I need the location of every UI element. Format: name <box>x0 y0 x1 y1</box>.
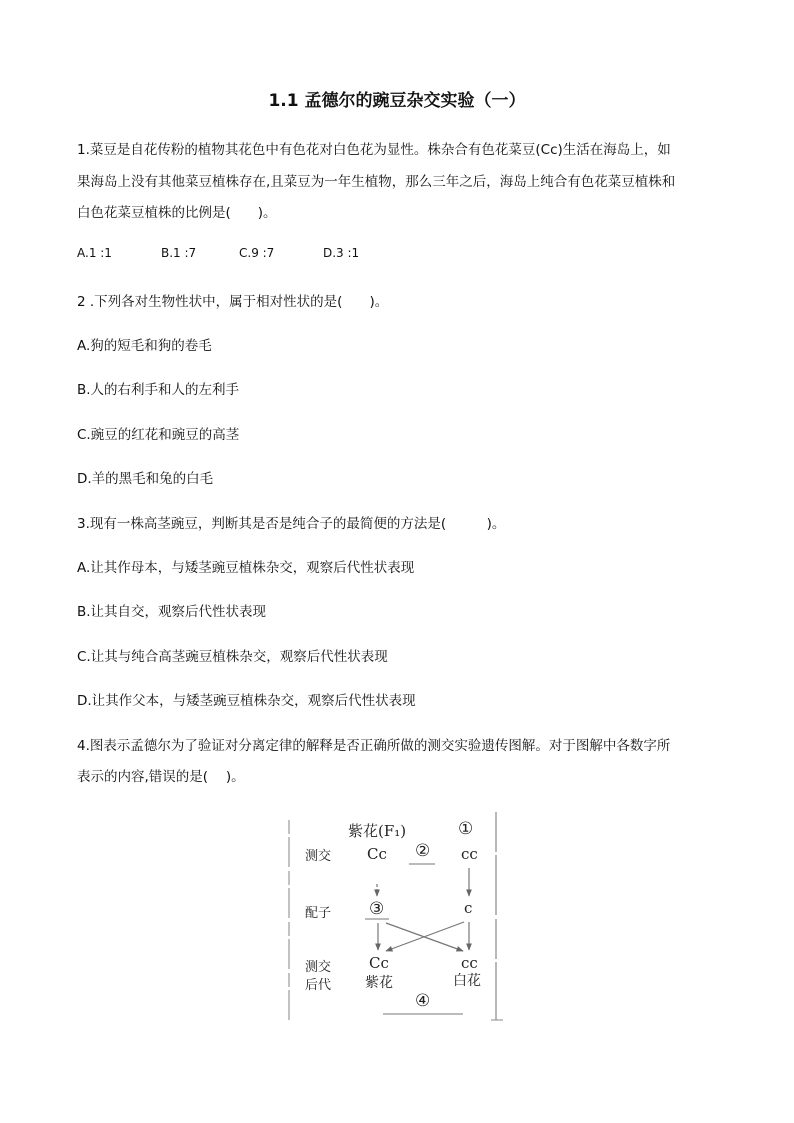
q3-stem: 3.现有一株高茎豌豆，判断其是否是纯合子的最简便的方法是( )。 <box>77 516 506 532</box>
q1-option-c: C.9 :7 <box>239 246 275 260</box>
q2-option-b: B.人的右利手和人的左利手 <box>77 382 240 398</box>
offspring-right-genotype: cc <box>461 954 478 972</box>
q4-line-2: 表示的内容,错误的是( )。 <box>77 769 245 785</box>
q4-line-1: 4.图表示孟德尔为了验证对分离定律的解释是否正确所做的测交实验遗传图解。对于图解中各数字所 <box>77 738 671 754</box>
q3-option-d: D.让其作父本，与矮茎豌豆植株杂交，观察后代性状表现 <box>77 693 416 709</box>
q1-line-3: 白色花菜豆植株的比例是( )。 <box>77 205 277 221</box>
q2-option-a: A.狗的短毛和狗的卷毛 <box>77 338 212 354</box>
circle-3: ③ <box>369 899 385 919</box>
testcross-diagram <box>283 810 508 1028</box>
q1-line-1: 1.菜豆是自花传粉的植物其花色中有色花对白色花为显性。株杂合有色花菜豆(Cc)生活在海岛上，如 <box>77 142 671 158</box>
gamete-right: c <box>464 899 473 917</box>
offspring-left-phenotype: 紫花 <box>365 975 393 991</box>
q1-option-d: D.3 :1 <box>323 246 360 260</box>
row-label-testcross: 测交 <box>305 849 332 864</box>
parent-left-genotype: Cc <box>367 845 387 863</box>
row-label-gamete: 配子 <box>305 906 332 921</box>
offspring-left-genotype: Cc <box>369 954 389 972</box>
q3-option-a: A.让其作母本，与矮茎豌豆植株杂交，观察后代性状表现 <box>77 560 415 576</box>
circle-4: ④ <box>415 991 431 1011</box>
q2-stem: 2 .下列各对生物性状中，属于相对性状的是( )。 <box>77 294 389 310</box>
q2-option-d: D.羊的黑毛和兔的白毛 <box>77 471 214 487</box>
q2-option-c: C.豌豆的红花和豌豆的高茎 <box>77 427 240 443</box>
q1-option-a: A.1 :1 <box>77 246 112 260</box>
page-title: 1.1 孟德尔的豌豆杂交实验（一） <box>268 91 526 111</box>
q3-option-b: B.让其自交，观察后代性状表现 <box>77 604 267 620</box>
parent-right-genotype: cc <box>461 845 478 863</box>
q3-option-c: C.让其与纯合高茎豌豆植株杂交，观察后代性状表现 <box>77 649 388 665</box>
row-label-offspring-1: 测交 <box>305 960 332 975</box>
offspring-right-phenotype: 白花 <box>453 973 481 989</box>
f1-label: 紫花(F₁) <box>348 822 407 840</box>
row-label-offspring-2: 后代 <box>305 978 332 993</box>
q1-option-b: B.1 :7 <box>161 246 197 260</box>
circle-2: ② <box>415 841 431 861</box>
circle-1: ① <box>458 819 474 839</box>
q1-line-2: 果海岛上没有其他菜豆植株存在,且菜豆为一年生植物，那么三年之后，海岛上纯合有色花菜豆植株和 <box>77 174 676 190</box>
